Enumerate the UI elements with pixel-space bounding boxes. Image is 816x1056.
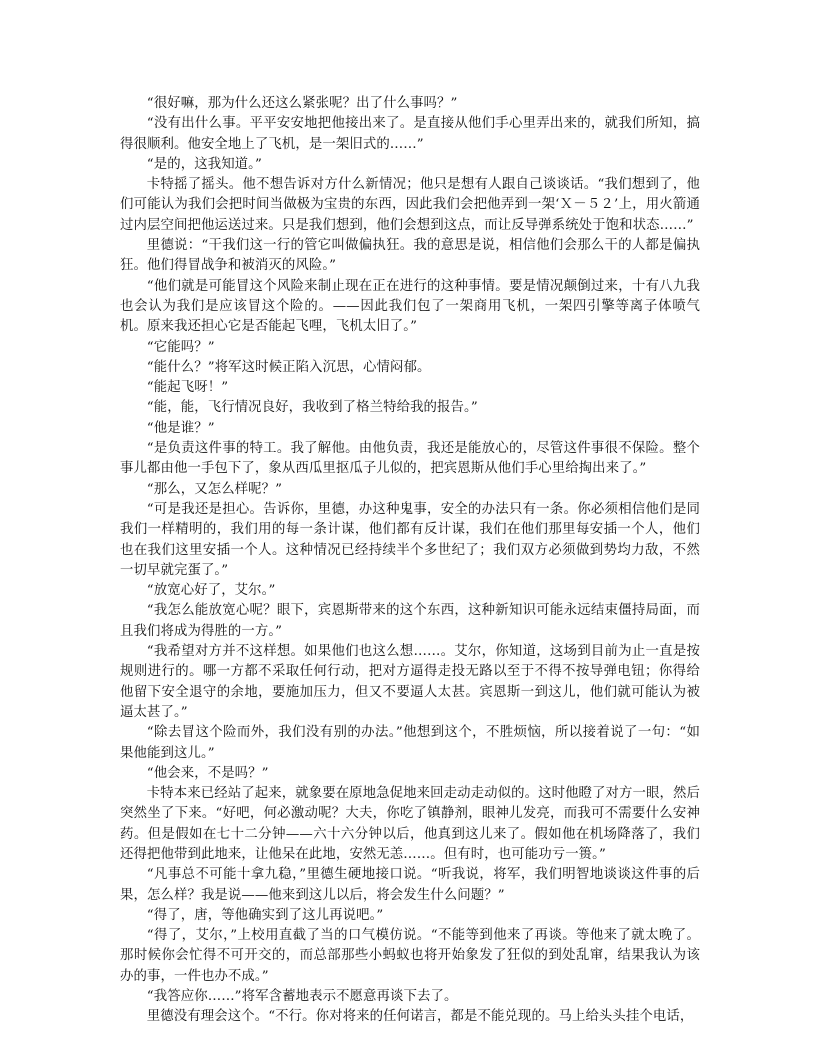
paragraph: 里德没有理会这个。“不行。你对将来的任何诺言，都是不能兑现的。马上给头头挂个电话， [146,1009,694,1025]
paragraph: “我答应你……”将军含蓄地表示不愿意再谈下去了。 [146,989,458,1005]
paragraph: “除去冒这个险而外，我们没有别的办法。”他想到这个，不胜烦恼，所以接着说了一句：“如果他能到这儿。” [120,725,700,761]
paragraph: 里德说：“干我们这一行的管它叫做偏执狂。我的意思是说，相信他们会那么干的人都是偏执狂。他们得冒战争和被消灭的风险。” [120,238,700,274]
paragraph: “得了，艾尔，”上校用直截了当的口气模仿说。“不能等到他来了再谈。等他来了就太晚了。那时候你会忙得不可开交的，而总部那些小蚂蚁也将开始象发了狂似的到处乱窜，结果我认为该办的事，一件也办不成。” [120,928,700,984]
paragraph: “很好嘛，那为什么还这么紧张呢？出了什么事吗？” [146,96,458,111]
paragraph: “是的，这我知道。” [146,156,262,172]
paragraph: “没有出什么事。平平安安地把他接出来了。是直接从他们手心里弄出来的，就我们所知，搞得很顺利。他安全地上了飞机，是一架旧式的……” [120,116,700,152]
paragraph: “它能吗？” [146,339,215,355]
paragraph: “他会来，不是吗？” [146,765,269,781]
paragraph: “能，能，飞行情况良好，我收到了格兰特给我的报告。” [146,400,478,416]
paragraph: “可是我还是担心。告诉你，里德，办这种鬼事，安全的办法只有一条。你必须相信他们是同我们一样精明的，我们用的每一条计谋，他们都有反计谋，我们在他们那里每安插一个人，他们也在我们这里安插一个人。这种情况已经持续半个多世纪了；我们双方必须做到势均力敌，不然一切早就完蛋了。” [120,501,700,578]
paragraph: “能什么？”将军这时候正陷入沉思，心情闷郁。 [146,359,431,375]
paragraph: “是负责这件事的特工。我了解他。由他负责，我还是能放心的，尽管这件事很不保险。整个事儿都由他一手包下了，象从西瓜里抠瓜子儿似的，把宾恩斯从他们手心里给掏出来了。” [120,441,700,477]
paragraph: “我怎么能放宽心呢？眼下，宾恩斯带来的这个东西，这种新知识可能永远结束僵持局面，而且我们将成为得胜的一方。” [120,603,700,639]
paragraph: “他们就是可能冒这个风险来制止现在正在进行的这种事情。要是情况颠倒过来，十有八九我也会认为我们是应该冒这个险的。——因此我们包了一架商用飞机，一架四引擎等离子体喷气机。原来我还担心它是否能起飞哩，飞机太旧了。” [120,278,700,335]
document-page [120,94,700,1028]
paragraph: 卡特本来已经站了起来，就象要在原地急促地来回走动走动似的。这时他瞪了对方一眼，然后突然坐了下来。“好吧，何必激动呢？大夫，你吃了镇静剂，眼神儿发亮，而我可不需要什么安神药。但是假如在七十二分钟——六十六分钟以后，他真到这儿来了。假如他在机场降落了，我们还得把他带到此地来，让他呆在此地，安然无恙……。但有时，也可能功亏一篑。” [120,786,700,862]
paragraph: “放宽心好了，艾尔。” [146,583,276,599]
paragraph: “他是谁？” [146,420,215,436]
paragraph: “能起飞呀！” [146,380,229,396]
paragraph: “得了，唐，等他确实到了这儿再说吧。” [146,907,384,923]
paragraph: “那么，又怎么样呢？” [146,481,283,497]
paragraph: “凡事总不可能十拿九稳，”里德生硬地接口说。“听我说，将军，我们明智地谈谈这件事的后果，怎么样？我是说——他来到这儿以后，将会发生什么问题？” [120,867,700,903]
paragraph: “我希望对方并不这样想。如果他们也这么想……。艾尔，你知道，这场到目前为止一直是按规则进行的。哪一方都不采取任何行动，把对方逼得走投无路以至于不得不按导弹电钮；你得给他留下安全退守的余地，要施加压力，但又不要逼人太甚。宾恩斯一到这儿，他们就可能认为被逼太甚了。” [120,644,700,720]
paragraph: 卡特摇了摇头。他不想告诉对方什么新情况；他只是想有人跟自己谈谈话。“我们想到了，他们可能认为我们会把时间当做极为宝贵的东西，因此我们会把他弄到一架‘Ｘ－５２’上，用火箭通过内层空间把他运送过来。只是我们想到，他们会想到这点，而让反导弹系统处于饱和状态……” [120,177,700,233]
